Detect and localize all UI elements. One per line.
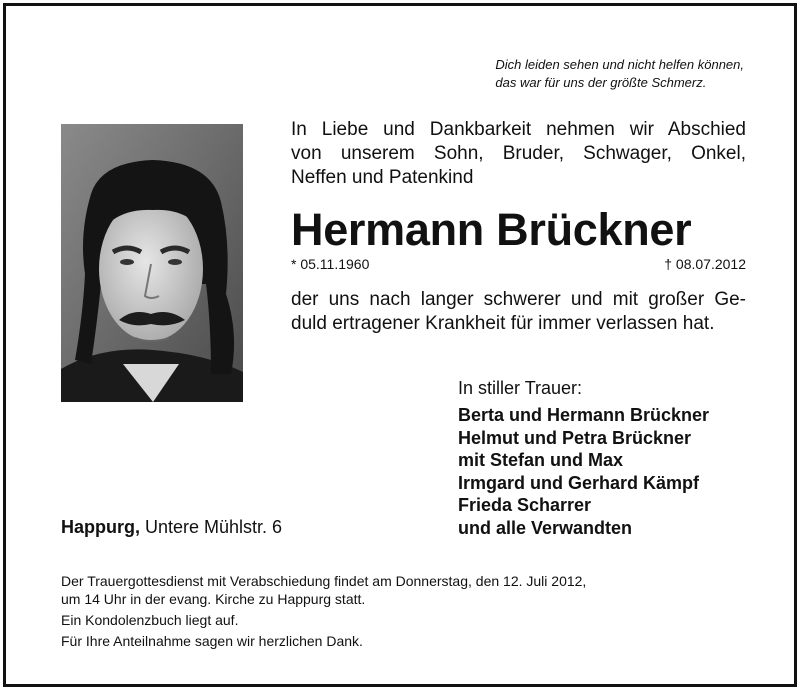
thanks-note: Für Ihre Anteilnahme sagen wir herzlichen Dank. xyxy=(61,633,363,649)
birth-date: * 05.11.1960 xyxy=(291,256,370,272)
life-dates xyxy=(291,256,746,272)
service-details xyxy=(61,572,701,608)
condolence-note: Ein Kondolenzbuch liegt auf. xyxy=(61,612,239,628)
service-line-2: um 14 Uhr in der evang. Kirche zu Happurg statt. xyxy=(61,591,366,607)
mourners-list xyxy=(458,404,709,539)
motto-quote xyxy=(495,56,744,92)
portrait-photo xyxy=(61,124,243,402)
motto-line-1: Dich leiden sehen und nicht helfen können, xyxy=(495,57,744,72)
mourner-name: mit Stefan und Max xyxy=(458,450,624,470)
address-street: Untere Mühlstr. 6 xyxy=(145,517,283,537)
death-date: † 08.07.2012 xyxy=(664,256,746,272)
mourner-name: Berta und Hermann Brückner xyxy=(458,405,710,425)
passing-line-1: der uns nach langer schwerer und mit großer Ge- xyxy=(291,289,746,310)
intro-line-1: In Liebe und Dankbarkeit nehmen wir Abschied xyxy=(291,119,746,140)
passing-line-2: duld ertragener Krankheit für immer verlassen hat. xyxy=(291,313,715,334)
mourner-name: Irmgard und Gerhard Kämpf xyxy=(458,472,700,493)
mourner-name: Helmut und Petra Brückner xyxy=(458,427,692,448)
deceased-name: Hermann Brückner xyxy=(291,204,692,255)
intro-text xyxy=(291,118,746,190)
address-town: Happurg, xyxy=(61,517,140,537)
portrait-illustration xyxy=(61,124,243,402)
service-line-1: Der Trauergottesdienst mit Verabschiedung findet am Donnerstag, den 12. Juli 2012, xyxy=(61,573,587,589)
passing-text xyxy=(291,288,746,336)
family-address xyxy=(61,515,282,539)
mourner-name: Frieda Scharrer xyxy=(458,495,592,515)
mourner-name: und alle Verwandten xyxy=(458,517,633,538)
motto-line-2: das war für uns der größte Schmerz. xyxy=(495,75,707,90)
obituary-notice xyxy=(3,3,797,687)
intro-line-3: Neffen und Patenkind xyxy=(291,167,474,188)
intro-line-2: von unserem Sohn, Bruder, Schwager, Onkel, xyxy=(291,143,746,164)
service-info xyxy=(61,572,701,650)
mourning-label: In stiller Trauer: xyxy=(458,378,583,398)
